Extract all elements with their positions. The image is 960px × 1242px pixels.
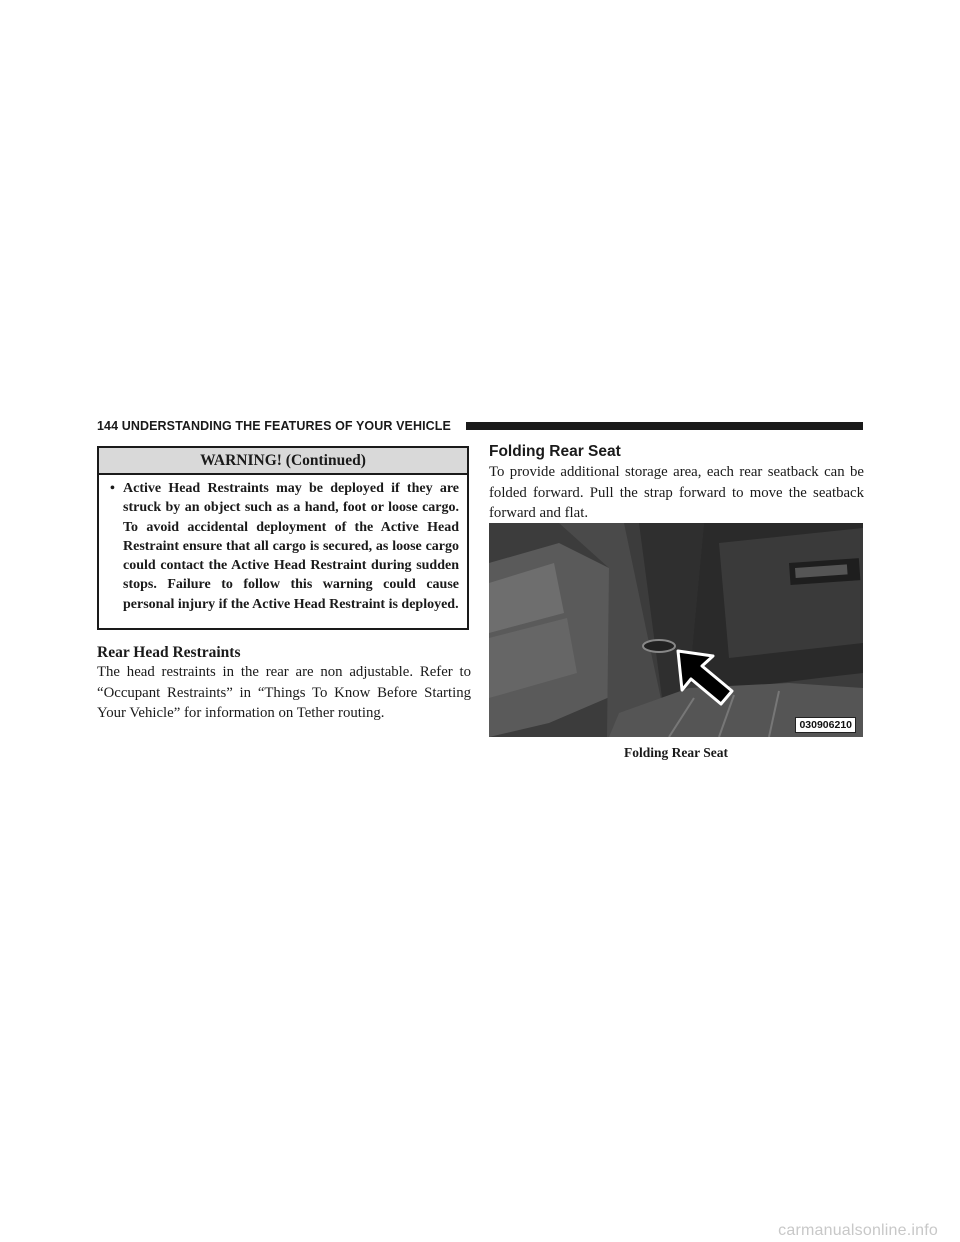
folding-rear-seat-text: To provide additional storage area, each rear seatback can be folded forward. Pull the strap forward to move the seatback forward and flat. bbox=[489, 464, 864, 521]
page-header bbox=[97, 418, 863, 434]
rear-head-restraints-text: The head restraints in the rear are non adjustable. Refer to “Occupant Restraints” in “Things To Know Before Starting Your Vehicle” for information on Tether routing. bbox=[97, 664, 471, 721]
image-code: 030906210 bbox=[795, 717, 856, 733]
header-rule bbox=[466, 422, 863, 430]
folding-rear-seat-photo bbox=[489, 523, 863, 737]
warning-box bbox=[97, 446, 469, 630]
photo-caption: Folding Rear Seat bbox=[624, 745, 728, 760]
warning-body bbox=[99, 475, 467, 614]
folding-rear-seat-heading: Folding Rear Seat bbox=[489, 443, 621, 460]
warning-title: WARNING! (Continued) bbox=[99, 448, 467, 475]
footer bbox=[0, 1217, 960, 1242]
watermark: carmanualsonline.info bbox=[778, 1222, 938, 1239]
page-header-title: 144 UNDERSTANDING THE FEATURES OF YOUR VEHICLE bbox=[97, 419, 451, 433]
bullet-icon: • bbox=[110, 481, 115, 496]
warning-text: Active Head Restraints may be deployed if they are struck by an object such as a hand, foot or loose cargo. To avoid accidental deployment of the Active Head Restraint ensure that all cargo is secured, as loose cargo could contact the Active Head Restraint during sudden stops. Failure to follow this warning could cause personal injury if the Active Head Restraint is deployed. bbox=[123, 481, 459, 612]
rear-seat-illustration bbox=[489, 523, 863, 737]
rear-head-restraints-heading: Rear Head Restraints bbox=[97, 644, 241, 661]
